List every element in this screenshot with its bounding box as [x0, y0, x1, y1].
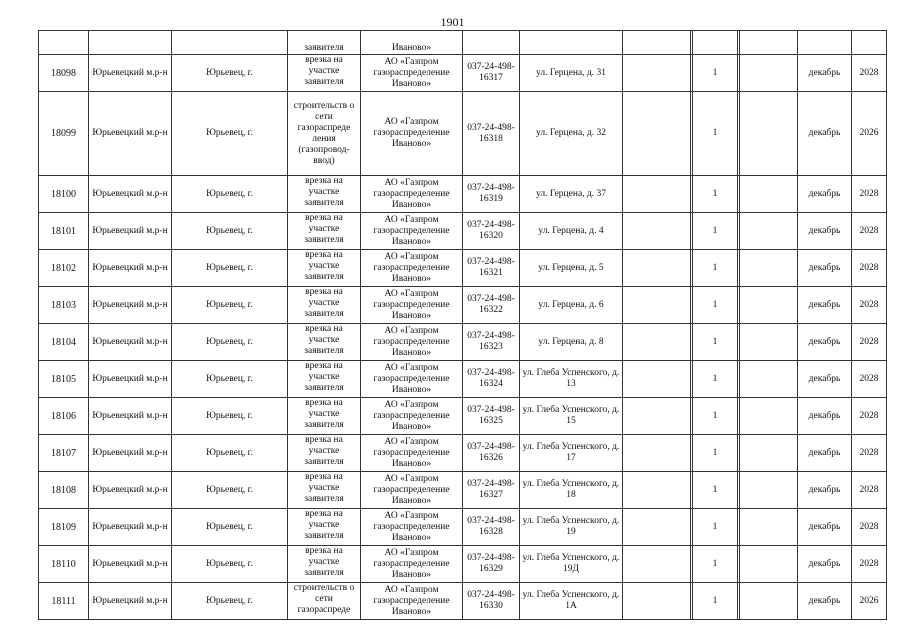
work-type-cell: заявителя: [288, 31, 361, 55]
district-cell: Юрьевецкий м.р-н: [89, 398, 172, 435]
object-code-cell: 037-24-498-16322: [463, 287, 520, 324]
quantity-cell: [691, 92, 740, 176]
locality-cell: Юрьевец, г.: [172, 176, 288, 213]
table-row: [39, 176, 887, 213]
district-cell: Юрьевецкий м.р-н: [89, 472, 172, 509]
address-cell: ул. Герцена, д. 6: [520, 287, 623, 324]
quantity-value: 1: [712, 410, 718, 421]
object-code-cell: 037-24-498-16327: [463, 472, 520, 509]
work-type-cell: строительств о сети газораспреде: [288, 583, 361, 620]
table-row: [39, 55, 887, 92]
quantity-value: 1: [712, 262, 718, 273]
quantity-value: 1: [712, 299, 718, 310]
year-cell: 2028: [852, 472, 887, 509]
document-table-area: [38, 30, 886, 615]
year-cell: 2026: [852, 92, 887, 176]
record-number-cell: 18103: [39, 287, 89, 324]
year-cell: 2028: [852, 435, 887, 472]
year-cell: 2028: [852, 287, 887, 324]
organization-cell: АО «Газпром газораспределение Иваново»: [361, 398, 463, 435]
address-cell: ул. Герцена, д. 8: [520, 324, 623, 361]
table-row: [39, 361, 887, 398]
organization-cell: АО «Газпром газораспределение Иваново»: [361, 583, 463, 620]
quantity-cell: [691, 324, 740, 361]
quantity-value: 1: [712, 447, 718, 458]
address-cell: ул. Герцена, д. 4: [520, 213, 623, 250]
empty-cell: [740, 176, 798, 213]
organization-cell: АО «Газпром газораспределение Иваново»: [361, 472, 463, 509]
object-code-cell: 037-24-498-16328: [463, 509, 520, 546]
address-cell: ул. Герцена, д. 31: [520, 55, 623, 92]
address-cell: ул. Герцена, д. 32: [520, 92, 623, 176]
quantity-cell: [691, 250, 740, 287]
organization-cell: АО «Газпром газораспределение Иваново»: [361, 250, 463, 287]
locality-cell: Юрьевец, г.: [172, 55, 288, 92]
quantity-value: 1: [712, 373, 718, 384]
quantity-cell: [691, 583, 740, 620]
empty-cell: [623, 176, 691, 213]
district-cell: Юрьевецкий м.р-н: [89, 583, 172, 620]
year-cell: 2028: [852, 361, 887, 398]
table-row: [39, 583, 887, 620]
district-cell: Юрьевецкий м.р-н: [89, 509, 172, 546]
work-type-cell: врезка на участке заявителя: [288, 324, 361, 361]
month-cell: декабрь: [798, 92, 852, 176]
month-cell: декабрь: [798, 324, 852, 361]
quantity-value: 1: [712, 336, 718, 347]
year-cell: 2028: [852, 213, 887, 250]
quantity-cell: [691, 287, 740, 324]
empty-cell: [740, 361, 798, 398]
table-row: [39, 398, 887, 435]
work-type-cell: врезка на участке заявителя: [288, 213, 361, 250]
empty-cell: [623, 324, 691, 361]
record-number-cell: 18099: [39, 92, 89, 176]
object-code-cell: 037-24-498-16323: [463, 324, 520, 361]
organization-cell: АО «Газпром газораспределение Иваново»: [361, 287, 463, 324]
empty-cell: [623, 92, 691, 176]
record-number-cell: 18105: [39, 361, 89, 398]
address-cell: ул. Глеба Успенского, д. 13: [520, 361, 623, 398]
month-cell: декабрь: [798, 398, 852, 435]
organization-cell: АО «Газпром газораспределение Иваново»: [361, 546, 463, 583]
table-row: [39, 435, 887, 472]
empty-cell: [740, 287, 798, 324]
organization-cell: АО «Газпром газораспределение Иваново»: [361, 55, 463, 92]
empty-cell: [740, 583, 798, 620]
work-type-cell: врезка на участке заявителя: [288, 287, 361, 324]
empty-cell: [740, 324, 798, 361]
month-cell: декабрь: [798, 176, 852, 213]
empty-cell: [623, 583, 691, 620]
table-row: [39, 213, 887, 250]
empty-cell: [740, 472, 798, 509]
month-cell: декабрь: [798, 213, 852, 250]
address-cell: ул. Глеба Успенского, д. 18: [520, 472, 623, 509]
work-type-cell: врезка на участке заявителя: [288, 55, 361, 92]
table-row: [39, 92, 887, 176]
month-cell: декабрь: [798, 55, 852, 92]
empty-cell: [623, 361, 691, 398]
year-cell: 2028: [852, 55, 887, 92]
table-row: [39, 546, 887, 583]
object-code-cell: 037-24-498-16324: [463, 361, 520, 398]
work-type-cell: врезка на участке заявителя: [288, 546, 361, 583]
record-number-cell: 18109: [39, 509, 89, 546]
locality-cell: Юрьевец, г.: [172, 583, 288, 620]
district-cell: Юрьевецкий м.р-н: [89, 55, 172, 92]
month-cell: декабрь: [798, 250, 852, 287]
district-cell: Юрьевецкий м.р-н: [89, 324, 172, 361]
work-type-cell: врезка на участке заявителя: [288, 361, 361, 398]
object-code-cell: 037-24-498-16330: [463, 583, 520, 620]
month-cell: декабрь: [798, 435, 852, 472]
district-cell: Юрьевецкий м.р-н: [89, 250, 172, 287]
record-number-cell: 18098: [39, 55, 89, 92]
empty-cell: [740, 435, 798, 472]
quantity-value: 1: [712, 188, 718, 199]
year-cell: 2028: [852, 250, 887, 287]
month-cell: декабрь: [798, 472, 852, 509]
organization-cell: АО «Газпром газораспределение Иваново»: [361, 509, 463, 546]
district-cell: Юрьевецкий м.р-н: [89, 213, 172, 250]
district-cell: Юрьевецкий м.р-н: [89, 361, 172, 398]
address-cell: ул. Глеба Успенского, д. 19: [520, 509, 623, 546]
work-type-cell: врезка на участке заявителя: [288, 176, 361, 213]
locality-cell: Юрьевец, г.: [172, 250, 288, 287]
record-number-cell: 18106: [39, 398, 89, 435]
empty-cell: [623, 213, 691, 250]
empty-cell: [740, 213, 798, 250]
quantity-value: 1: [712, 595, 718, 606]
object-code-cell: 037-24-498-16320: [463, 213, 520, 250]
address-cell: ул. Глеба Успенского, д. 1А: [520, 583, 623, 620]
record-number-cell: 18100: [39, 176, 89, 213]
address-cell: ул. Глеба Успенского, д. 15: [520, 398, 623, 435]
quantity-value: 1: [712, 225, 718, 236]
district-cell: Юрьевецкий м.р-н: [89, 92, 172, 176]
locality-cell: Юрьевец, г.: [172, 472, 288, 509]
record-number-cell: 18111: [39, 583, 89, 620]
object-code-cell: 037-24-498-16319: [463, 176, 520, 213]
page-number: 1901: [440, 15, 465, 29]
address-cell: ул. Герцена, д. 37: [520, 176, 623, 213]
object-code-cell: 037-24-498-16318: [463, 92, 520, 176]
locality-cell: Юрьевец, г.: [172, 287, 288, 324]
locality-cell: Юрьевец, г.: [172, 546, 288, 583]
record-number-cell: 18101: [39, 213, 89, 250]
organization-cell: АО «Газпром газораспределение Иваново»: [361, 213, 463, 250]
quantity-cell: [691, 398, 740, 435]
table-row-continued: [39, 31, 887, 55]
quantity-cell: [691, 213, 740, 250]
table-row: [39, 287, 887, 324]
month-cell: декабрь: [798, 509, 852, 546]
empty-cell: [623, 55, 691, 92]
address-cell: ул. Глеба Успенского, д. 19Д: [520, 546, 623, 583]
empty-cell: [623, 546, 691, 583]
address-cell: ул. Герцена, д. 5: [520, 250, 623, 287]
quantity-value: 1: [712, 128, 718, 138]
locality-cell: Юрьевец, г.: [172, 361, 288, 398]
table-row: [39, 509, 887, 546]
year-cell: 2026: [852, 583, 887, 620]
empty-cell: [623, 435, 691, 472]
empty-cell: [740, 509, 798, 546]
locality-cell: Юрьевец, г.: [172, 213, 288, 250]
record-number-cell: 18108: [39, 472, 89, 509]
quantity-cell: [691, 361, 740, 398]
empty-cell: [740, 250, 798, 287]
empty-cell: [740, 55, 798, 92]
empty-cell: [740, 546, 798, 583]
organization-cell: Иваново»: [361, 31, 463, 55]
year-cell: 2028: [852, 176, 887, 213]
quantity-cell: [691, 435, 740, 472]
year-cell: 2028: [852, 398, 887, 435]
month-cell: декабрь: [798, 287, 852, 324]
quantity-cell: [691, 509, 740, 546]
empty-cell: [740, 398, 798, 435]
year-cell: 2028: [852, 324, 887, 361]
month-cell: декабрь: [798, 583, 852, 620]
quantity-cell: [691, 55, 740, 92]
organization-cell: АО «Газпром газораспределение Иваново»: [361, 176, 463, 213]
district-cell: Юрьевецкий м.р-н: [89, 435, 172, 472]
work-type-cell: врезка на участке заявителя: [288, 250, 361, 287]
empty-cell: [623, 287, 691, 324]
organization-cell: АО «Газпром газораспределение Иваново»: [361, 361, 463, 398]
record-number-cell: 18107: [39, 435, 89, 472]
quantity-value: 1: [712, 67, 718, 78]
district-cell: Юрьевецкий м.р-н: [89, 546, 172, 583]
record-number-cell: 18110: [39, 546, 89, 583]
record-number-cell: 18104: [39, 324, 89, 361]
empty-cell: [623, 472, 691, 509]
object-code-cell: 037-24-498-16317: [463, 55, 520, 92]
locality-cell: Юрьевец, г.: [172, 509, 288, 546]
work-type-cell: строительств о сети газораспреде ления (газопровод-ввод): [288, 92, 361, 176]
quantity-value: 1: [712, 521, 718, 532]
table-row: [39, 324, 887, 361]
quantity-cell: [691, 546, 740, 583]
year-cell: 2028: [852, 546, 887, 583]
locality-cell: Юрьевец, г.: [172, 435, 288, 472]
organization-cell: АО «Газпром газораспределение Иваново»: [361, 324, 463, 361]
gas-connection-table: [38, 30, 887, 620]
organization-cell: АО «Газпром газораспределение Иваново»: [361, 92, 463, 176]
work-type-cell: врезка на участке заявителя: [288, 398, 361, 435]
year-cell: 2028: [852, 509, 887, 546]
locality-cell: Юрьевец, г.: [172, 92, 288, 176]
empty-cell: [740, 92, 798, 176]
work-type-cell: врезка на участке заявителя: [288, 509, 361, 546]
month-cell: декабрь: [798, 361, 852, 398]
object-code-cell: 037-24-498-16325: [463, 398, 520, 435]
district-cell: Юрьевецкий м.р-н: [89, 176, 172, 213]
quantity-value: 1: [712, 484, 718, 495]
table-row: [39, 250, 887, 287]
quantity-value: 1: [712, 558, 718, 569]
month-cell: декабрь: [798, 546, 852, 583]
address-cell: ул. Глеба Успенского, д. 17: [520, 435, 623, 472]
organization-cell: АО «Газпром газораспределение Иваново»: [361, 435, 463, 472]
work-type-cell: врезка на участке заявителя: [288, 435, 361, 472]
empty-cell: [623, 250, 691, 287]
quantity-cell: [691, 472, 740, 509]
district-cell: Юрьевецкий м.р-н: [89, 287, 172, 324]
object-code-cell: 037-24-498-16321: [463, 250, 520, 287]
table-row: [39, 472, 887, 509]
quantity-cell: [691, 176, 740, 213]
object-code-cell: 037-24-498-16326: [463, 435, 520, 472]
work-type-cell: врезка на участке заявителя: [288, 472, 361, 509]
locality-cell: Юрьевец, г.: [172, 324, 288, 361]
empty-cell: [623, 398, 691, 435]
empty-cell: [623, 509, 691, 546]
locality-cell: Юрьевец, г.: [172, 398, 288, 435]
object-code-cell: 037-24-498-16329: [463, 546, 520, 583]
record-number-cell: 18102: [39, 250, 89, 287]
